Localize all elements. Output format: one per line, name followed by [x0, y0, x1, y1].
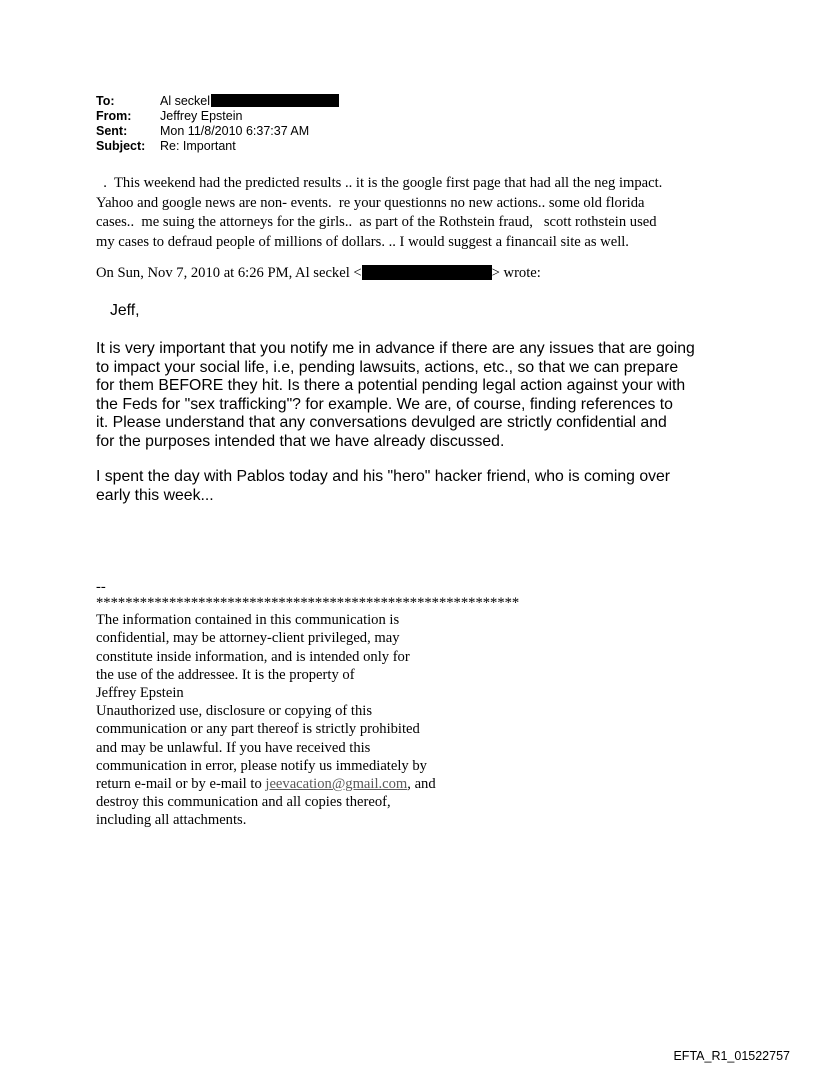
footer-line: and may be unlawful. If you have received this	[96, 739, 371, 756]
subject-label: Subject:	[96, 139, 146, 153]
footer-dashes: --	[96, 579, 106, 595]
footer-line: constitute inside information, and is intended only for	[96, 648, 410, 665]
quote-intro-suffix: > wrote:	[491, 265, 541, 281]
from-label: From:	[96, 109, 132, 123]
email-link[interactable]: jeevacation@gmail.com	[265, 776, 408, 793]
sent-label: Sent:	[96, 124, 128, 138]
quoted-paragraph	[96, 468, 740, 505]
footer-line: destroy this communication and all copies thereof,	[96, 794, 391, 811]
reply-line: my cases to defraud people of millions of dollars. .. I would suggest a financail site as well.	[96, 233, 629, 250]
quote-greeting: Jeff,	[110, 302, 140, 319]
quoted-line: for the purposes intended that we have already discussed.	[96, 432, 505, 450]
quoted-paragraph	[96, 340, 740, 451]
footer-line: Jeffrey Epstein	[96, 685, 184, 702]
email-header	[96, 94, 339, 154]
quoted-line: It is very important that you notify me in advance if there are any issues that are going	[96, 340, 695, 357]
footer-line: including all attachments.	[96, 812, 247, 829]
quoted-line: it. Please understand that any conversations devulged are strictly confidential and	[96, 414, 667, 431]
quoted-line: for them BEFORE they hit. Is there a potential pending legal action against your with	[96, 377, 686, 394]
footer-email-line	[96, 775, 519, 793]
reply-line: . This weekend had the predicted results .. it is the google first page that had all the neg impact.	[96, 175, 663, 191]
redaction-box	[362, 265, 492, 280]
footer-stars: **********************************************************	[96, 595, 520, 612]
to-value: Al seckel	[160, 94, 211, 108]
sent-row	[96, 124, 339, 139]
subject-value: Re: Important	[160, 139, 236, 153]
footer-line: Unauthorized use, disclosure or copying of this	[96, 703, 373, 720]
footer-email-prefix: return e-mail or by e-mail to	[96, 776, 266, 793]
redaction-box	[211, 94, 339, 107]
quoted-line: to impact your social life, i.e, pending lawsuits, actions, etc., so that we can prepare	[96, 358, 679, 376]
quoted-line: early this week...	[96, 486, 214, 504]
to-label: To:	[96, 94, 115, 108]
footer-line: the use of the addressee. It is the property of	[96, 666, 355, 683]
footer-line: confidential, may be attorney-client privileged, may	[96, 630, 400, 647]
to-row	[96, 94, 339, 109]
subject-row	[96, 139, 339, 154]
reply-line: Yahoo and google news are non- events. re your questionns no new actions.. some old florida	[96, 194, 645, 211]
from-row	[96, 109, 339, 124]
quoted-line: the Feds for "sex trafficking"? for example. We are, of course, finding references to	[96, 395, 673, 413]
quote-intro-text: On Sun, Nov 7, 2010 at 6:26 PM, Al seckel <	[96, 265, 362, 281]
quoted-line: I spent the day with Pablos today and his "hero" hacker friend, who is coming over	[96, 468, 671, 485]
sent-value: Mon 11/8/2010 6:37:37 AM	[160, 124, 310, 138]
footer-line: communication or any part thereof is strictly prohibited	[96, 721, 420, 738]
from-value: Jeffrey Epstein	[160, 109, 243, 123]
footer-line: communication in error, please notify us immediately by	[96, 757, 427, 774]
reply-body	[96, 174, 736, 252]
reply-line: cases.. me suing the attorneys for the girls.. as part of the Rothstein fraud, scott rothstein used	[96, 214, 657, 230]
footer-line: The information contained in this communication is	[96, 612, 400, 629]
document-stamp: EFTA_R1_01522757	[673, 1049, 790, 1063]
confidentiality-footer	[96, 578, 519, 830]
quote-intro	[96, 264, 541, 283]
footer-email-suffix: , and	[407, 776, 436, 793]
